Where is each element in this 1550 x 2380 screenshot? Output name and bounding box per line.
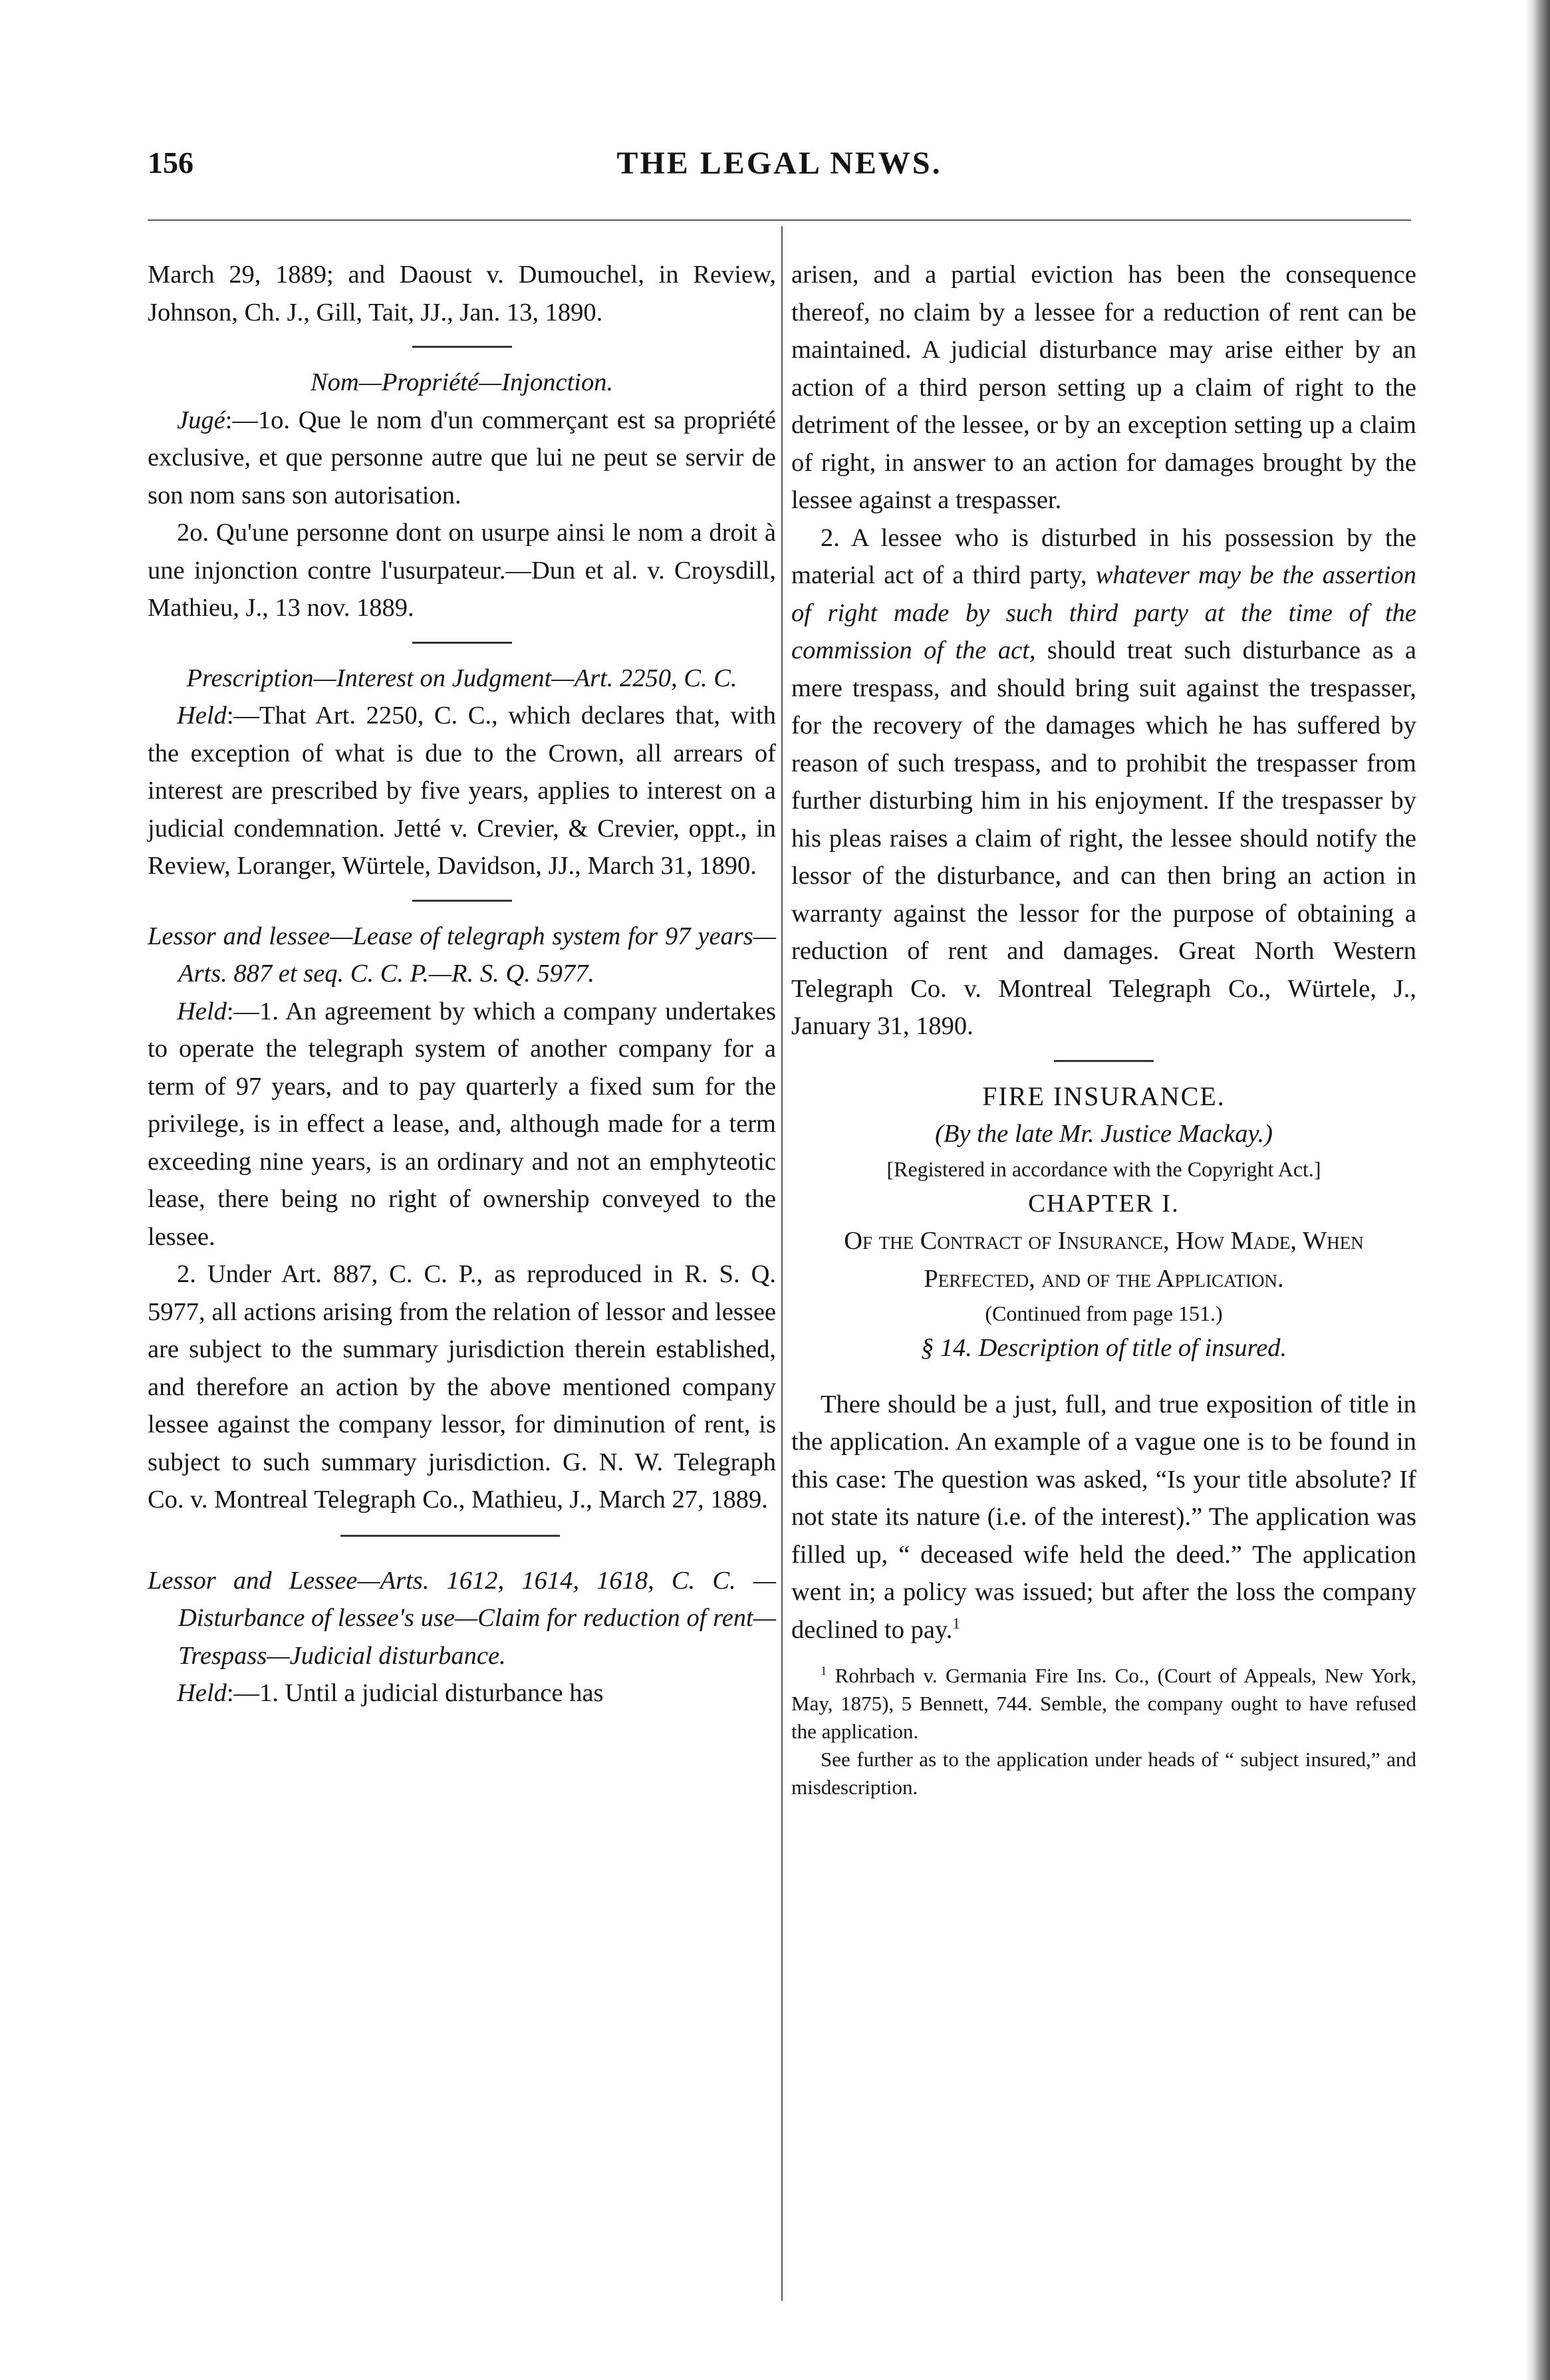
continued-paragraph: March 29, 1889; and Daoust v. Dumouchel, in Review, Johnson, Ch. J., Gill, Tait, JJ., Jan. 13, 1890.: [148, 261, 776, 327]
body-paragraph: There should be a just, full, and true exposition of title in the application. An example of a vague one is to be found in this case: The question was asked, “Is your title absolute? If not state its nature (i.e. of the interest).” The application was filled up, “ deceased wife held the deed.” The application went in; a policy was issued; but after the loss the company declined to pay.$^1$: [791, 1390, 1416, 1644]
holding-text: :—1. Until a judicial disturbance has: [226, 1679, 604, 1707]
header-rule: [148, 219, 1411, 221]
page-header: [148, 145, 1411, 198]
byline: (By the late Mr. Justice Mackay.): [935, 1120, 1273, 1148]
holding-paragraph-2: 2. Under Art. 887, C. C. P., as reproduced in R. S. Q. 5977, all actions arising from the relation of lessor and lessee are subject to the summary jurisdiction therein established, and therefore an action by the above mentioned company lessee against the company lessor, for diminution of rent, is subject to such summary jurisdiction. G. N. W. Telegraph Co. v. Montreal Telegraph Co., Mathieu, J., March 27, 1889.: [148, 1260, 776, 1514]
case-heading-nom: Nom—Propriété—Injonction.: [310, 368, 614, 396]
section-rule: [1054, 1060, 1154, 1062]
page-edge-shadow: [1525, 0, 1550, 2380]
spacer: [791, 1367, 1416, 1386]
page-number: 156: [148, 146, 194, 180]
held-label: Held: [177, 1679, 227, 1707]
italic-clause: whatever may be the assertion of right made by such third party at the time of the commission of the act,: [791, 561, 1416, 664]
held-label: Held: [177, 997, 227, 1025]
held-label: Held: [177, 702, 227, 729]
section-rule: [340, 1535, 560, 1537]
footnote-2: See further as to the application under heads of “ subject insured,” and misdescription.: [791, 1748, 1416, 1799]
holding-paragraph: [148, 402, 776, 515]
holding-text: :—1. An agreement by which a company undertakes to operate the telegraph system of another company for a term of 97 years, and to pay quarterly a fixed sum for the privilege, is in effect a lease, and, although made for a term exceeding nine years, is an ordinary and not an emphyteotic lease, there being no right of ownership conveyed to the lessee.: [148, 997, 776, 1251]
section-rule: [412, 900, 512, 902]
case-heading-lessor-telegraph: Lessor and lessee—Lease of telegraph system for 97 years—Arts. 887 et seq. C. C. P.—R. S. Q. 5977.: [148, 922, 776, 988]
copyright-notice: [Registered in accordance with the Copyright Act.]: [886, 1156, 1321, 1181]
footnote-mark: 1: [821, 1664, 827, 1678]
holding-text: :—1o. Que le nom d'un commerçant est sa propriété exclusive, et que personne autre que lui ne peut se servir de son nom sans son autorisation.: [148, 406, 776, 509]
subsection-heading: § 14. Description of title of insured.: [920, 1334, 1287, 1362]
footnote-1: $^1$ Rohrbach v. Germania Fire Ins. Co., (Court of Appeals, New York, May, 1875), 5 Bennett, 744. Semble, the company ought to have refused the application.: [791, 1664, 1417, 1743]
running-title: THE LEGAL NEWS.: [616, 146, 942, 181]
left-column: [148, 256, 776, 1712]
holding-label: Jugé: [177, 406, 225, 434]
holding-paragraph: [148, 1674, 776, 1712]
chapter-heading: CHAPTER I.: [1028, 1189, 1180, 1218]
continued-note: (Continued from page 151.): [985, 1301, 1223, 1325]
holding-paragraph-2: 2o. Qu'une personne dont on usurpe ainsi le nom a droit à une injonction contre l'usurpateur.—Dun et al. v. Croysdill, Mathieu, J., 13 nov. 1889.: [148, 519, 776, 622]
case-heading-prescription: Prescription—Interest on Judgment—Art. 2250, C. C.: [186, 664, 737, 692]
holding-text: :—That Art. 2250, C. C., which declares that, with the exception of what is due to the Crown, all arrears of interest are prescribed by five years, applies to interest on a judicial condemnation. Jetté v. Crevier, & Crevier, oppt., in Review, Loranger, Würtele, Davidson, JJ., March 31, 1890.: [148, 702, 776, 880]
section-title: FIRE INSURANCE.: [982, 1081, 1226, 1111]
section-rule: [412, 346, 512, 348]
column-divider: [781, 226, 783, 2301]
right-column: [791, 256, 1416, 1801]
footnote-reference: 1: [952, 1614, 960, 1632]
chapter-title: Of the Contract of Insurance, How Made, When Perfected, and of the Application.: [844, 1227, 1364, 1293]
case-heading-lessor-disturbance: Lessor and Lessee—Arts. 1612, 1614, 1618, C. C. —Disturbance of lessee's use—Claim for reduction of rent—Trespass—Judicial disturbance.: [148, 1566, 776, 1670]
holding-paragraph-2: 2. A lessee who is disturbed in his possession by the material act of a third party, whatever may be the assertion of right made by such third party at the time of the commission of the act, should treat such disturbance as a mere trespass, and should bring suit against the trespasser, for the recovery of the damages which he has suffered by reason of such trespass, and to prohibit the trespasser from further disturbing him in his enjoyment. If the trespasser by his pleas raises a claim of right, the lessee should notify the lessor of the disturbance, and can then bring an action in warranty against the lessor for the purpose of obtaining a reduction of rent and damages. Great North Western Telegraph Co. v. Montreal Telegraph Co., Würtele, J., January 31, 1890.: [791, 523, 1417, 1040]
section-rule: [412, 642, 512, 644]
holding-paragraph: [148, 993, 776, 1256]
holding-paragraph: [148, 697, 776, 885]
continued-holding: arisen, and a partial eviction has been the consequence thereof, no claim by a lessee for a reduction of rent can be maintained. A judicial disturbance may arise either by an action of a third person setting up a claim of right to the detriment of the lessee, or by an exception setting up a claim of right, in answer to an action for damages brought by the lessee against a trespasser.: [791, 261, 1416, 514]
